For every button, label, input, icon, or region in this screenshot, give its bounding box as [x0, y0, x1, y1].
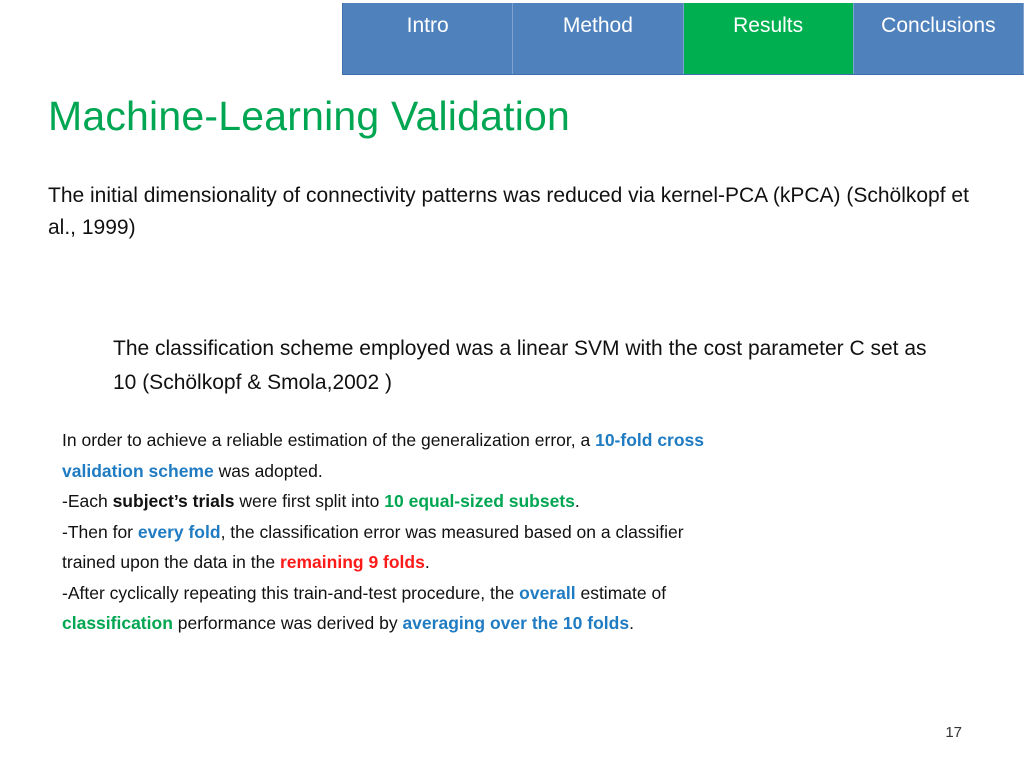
text-span: In order to achieve a reliable estimation of the generalization error, a: [62, 430, 596, 450]
text-line: [62, 456, 952, 487]
text-span: trained upon the data in the: [62, 552, 280, 572]
text-line: [62, 578, 952, 609]
page-number: 17: [945, 724, 962, 741]
text-span: performance was derived by: [172, 613, 403, 633]
highlight-text: classification: [62, 613, 173, 633]
highlight-text: 10 equal-sized subsets: [384, 491, 575, 511]
svm-paragraph: The classification scheme employed was a linear SVM with the cost parameter C set as 10 (Schölkopf & Smola,2002 ): [113, 337, 927, 394]
tab-intro[interactable]: Intro: [343, 3, 513, 74]
text-line: [62, 547, 952, 578]
kpca-paragraph: The initial dimensionality of connectivity patterns was reduced via kernel-PCA (kPCA) (Schölkopf et al., 1999): [48, 184, 969, 239]
text-span: were first split into: [234, 491, 385, 511]
text-span: .: [574, 491, 580, 511]
tab-method[interactable]: Method: [513, 3, 683, 74]
tab-conclusions[interactable]: Conclusions: [854, 3, 1024, 74]
highlight-text: validation scheme: [62, 460, 214, 481]
slide-title: Machine-Learning Validation: [48, 93, 571, 139]
highlight-text: every fold: [137, 521, 221, 542]
text-span: -After cyclically repeating this train-and-test procedure, the: [62, 582, 520, 603]
highlight-text: overall: [519, 582, 576, 603]
text-line: [62, 486, 952, 517]
text-span: estimate of: [575, 582, 667, 603]
section-nav: [342, 3, 1024, 75]
text-span: was adopted.: [213, 460, 323, 481]
cross-validation-text: [62, 425, 952, 639]
text-line: [62, 608, 952, 639]
text-line: [62, 425, 952, 456]
text-span: -Each: [62, 491, 113, 511]
text-span: .: [629, 613, 634, 633]
highlight-text: remaining 9 folds: [279, 552, 425, 572]
text-line: [62, 517, 952, 548]
text-span: , the classification error was measured based on a classifier: [220, 521, 684, 542]
text-span: -Then for: [62, 521, 138, 542]
tab-results[interactable]: Results: [684, 3, 854, 74]
highlight-text: averaging over the 10 folds: [402, 613, 630, 633]
highlight-text: 10-fold cross: [595, 430, 705, 450]
bold-text: subject’s trials: [112, 491, 235, 511]
text-span: .: [424, 552, 430, 572]
